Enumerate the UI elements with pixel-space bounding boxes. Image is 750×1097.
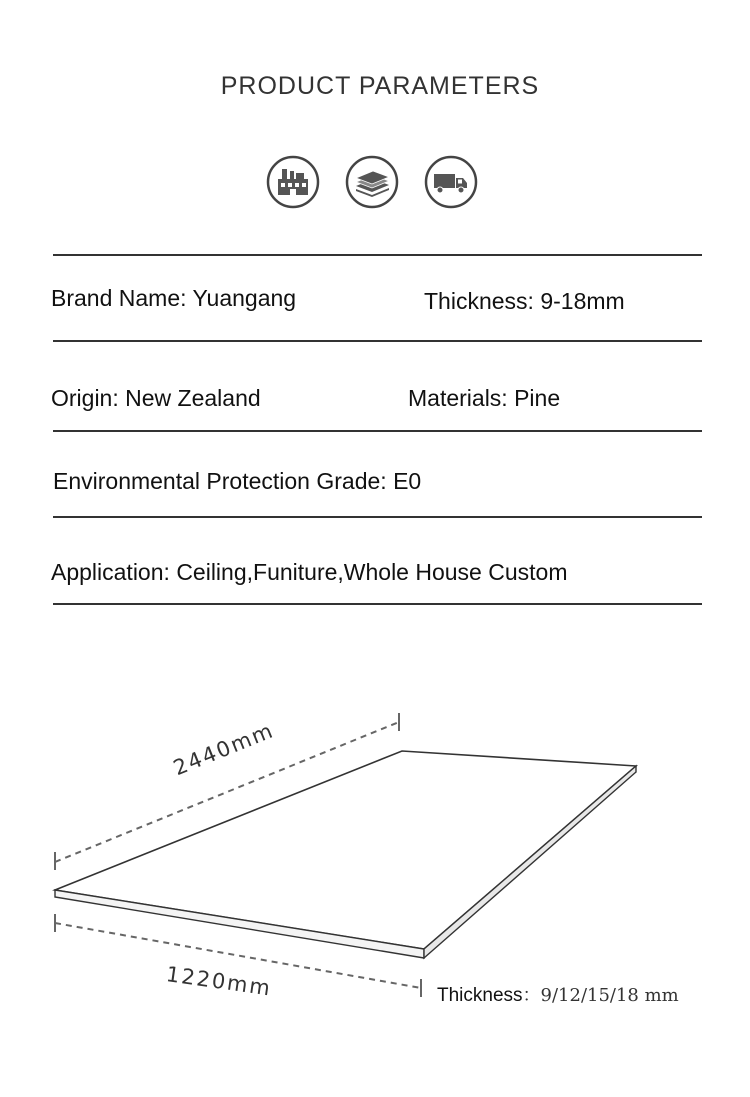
board-dimension-diagram	[0, 700, 750, 1020]
divider	[53, 340, 702, 342]
origin-field: Origin: New Zealand	[51, 385, 261, 411]
board-top-face	[55, 751, 636, 949]
thickness-options-label: Thickness	[437, 985, 523, 1006]
divider	[53, 430, 702, 432]
materials-field: Materials: Pine	[408, 385, 561, 411]
thickness-options	[437, 981, 679, 1007]
application-field: Application: Ceiling,Funiture,Whole House Custom	[51, 559, 568, 585]
brand-name-field: Brand Name: Yuangang	[51, 285, 297, 311]
thickness-field: Thickness: 9-18mm	[424, 288, 625, 314]
protection-grade-field: Environmental Protection Grade: E0	[53, 468, 422, 494]
length-label: 2440mm	[170, 718, 278, 781]
delivery-truck-icon	[424, 155, 478, 209]
factory-icon	[266, 155, 320, 209]
icon-row	[266, 155, 480, 211]
width-label: 1220mm	[164, 962, 274, 1001]
thickness-options-value: ：9/12/15/18 mm	[522, 985, 679, 1006]
divider	[53, 603, 702, 605]
page-title: PRODUCT PARAMETERS	[220, 72, 540, 100]
boards-stack-icon	[345, 155, 399, 209]
divider	[53, 516, 702, 518]
divider	[53, 254, 702, 256]
